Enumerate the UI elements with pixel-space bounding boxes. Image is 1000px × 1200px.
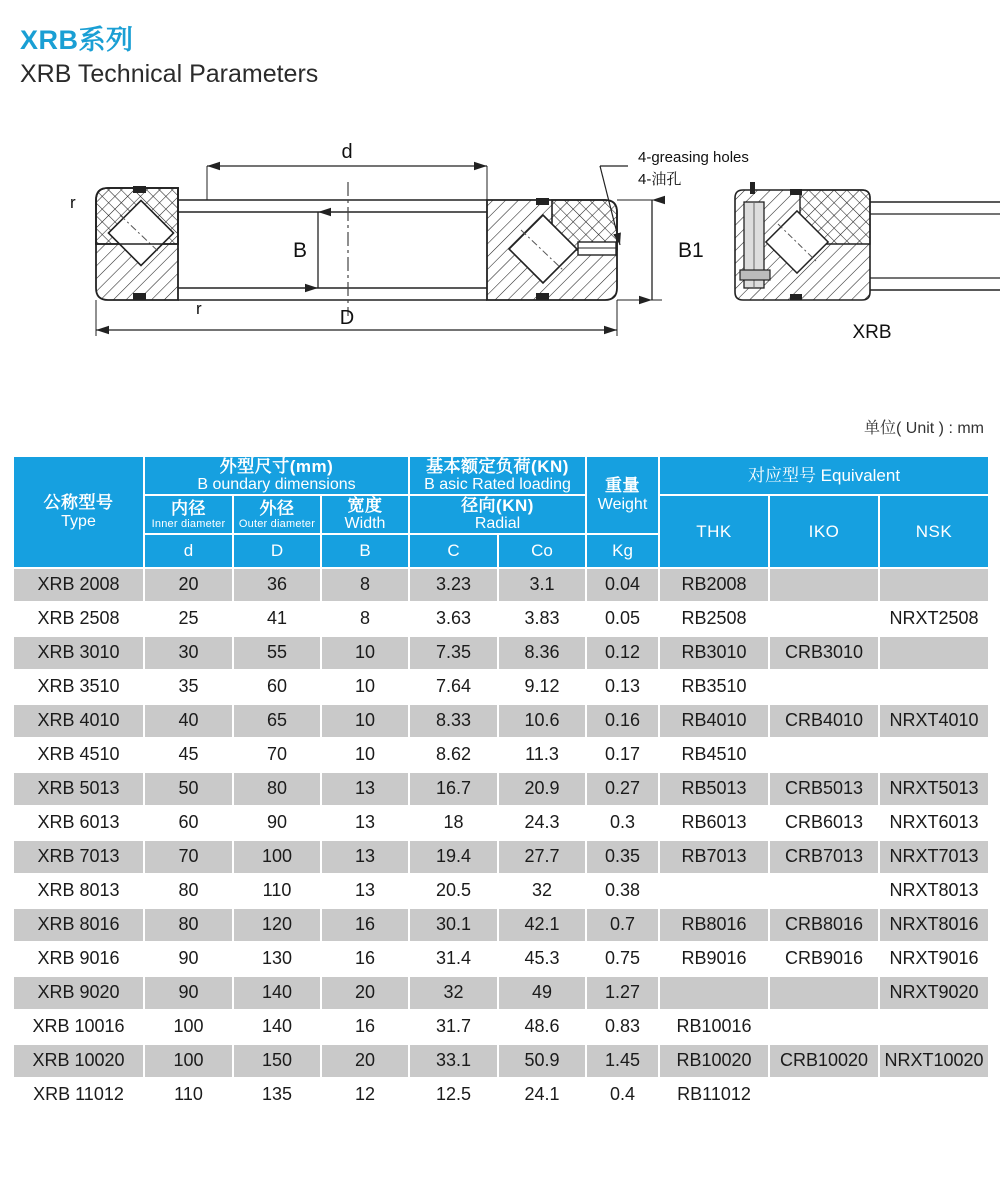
cell-Co: 20.9 bbox=[499, 773, 585, 805]
cell-nsk bbox=[880, 671, 988, 703]
cell-C: 33.1 bbox=[410, 1045, 497, 1077]
cell-nsk bbox=[880, 569, 988, 601]
cell-d: 30 bbox=[145, 637, 232, 669]
cell-Co: 24.1 bbox=[499, 1079, 585, 1111]
table-row bbox=[14, 671, 988, 703]
table-row bbox=[14, 1045, 988, 1077]
cell-C: 20.5 bbox=[410, 875, 497, 907]
cell-B: 16 bbox=[322, 1011, 408, 1043]
cell-D: 70 bbox=[234, 739, 320, 771]
cell-iko bbox=[770, 603, 878, 635]
cell-B: 12 bbox=[322, 1079, 408, 1111]
ring-middle-body bbox=[178, 200, 487, 300]
cell-C: 3.63 bbox=[410, 603, 497, 635]
cell-type: XRB 10020 bbox=[14, 1045, 143, 1077]
cell-Co: 42.1 bbox=[499, 909, 585, 941]
table-row bbox=[14, 807, 988, 839]
cell-C: 32 bbox=[410, 977, 497, 1009]
cell-Kg: 0.7 bbox=[587, 909, 658, 941]
table-row bbox=[14, 637, 988, 669]
cell-C: 18 bbox=[410, 807, 497, 839]
drawing-svg bbox=[0, 120, 1000, 400]
cell-thk: RB3010 bbox=[660, 637, 768, 669]
header-boundary-en: B oundary dimensions bbox=[197, 476, 356, 494]
header-width-en: Width bbox=[344, 514, 386, 532]
cell-type: XRB 5013 bbox=[14, 773, 143, 805]
cell-Kg: 0.27 bbox=[587, 773, 658, 805]
cell-Co: 27.7 bbox=[499, 841, 585, 873]
cell-iko: CRB7013 bbox=[770, 841, 878, 873]
dimension-D bbox=[96, 300, 617, 336]
cell-iko bbox=[770, 569, 878, 601]
cell-iko: CRB5013 bbox=[770, 773, 878, 805]
cell-nsk: NRXT2508 bbox=[880, 603, 988, 635]
cell-C: 16.7 bbox=[410, 773, 497, 805]
cell-d: 100 bbox=[145, 1011, 232, 1043]
cell-C: 12.5 bbox=[410, 1079, 497, 1111]
cell-Kg: 1.45 bbox=[587, 1045, 658, 1077]
cell-D: 90 bbox=[234, 807, 320, 839]
cell-Co: 24.3 bbox=[499, 807, 585, 839]
cell-Co: 8.36 bbox=[499, 637, 585, 669]
header-loading-cn: 基本额定负荷(KN) bbox=[426, 457, 569, 476]
cell-d: 40 bbox=[145, 705, 232, 737]
cell-C: 7.64 bbox=[410, 671, 497, 703]
cell-C: 8.33 bbox=[410, 705, 497, 737]
header-type bbox=[14, 457, 143, 567]
cell-iko bbox=[770, 977, 878, 1009]
dimension-label-r-bottom: r bbox=[196, 299, 202, 318]
cell-d: 25 bbox=[145, 603, 232, 635]
header-inner-diameter bbox=[145, 496, 232, 533]
cell-Co: 48.6 bbox=[499, 1011, 585, 1043]
cell-iko: CRB3010 bbox=[770, 637, 878, 669]
cell-C: 3.23 bbox=[410, 569, 497, 601]
header-symbol-d: d bbox=[145, 535, 232, 567]
cell-B: 13 bbox=[322, 773, 408, 805]
cell-nsk bbox=[880, 637, 988, 669]
cell-iko bbox=[770, 875, 878, 907]
cell-D: 60 bbox=[234, 671, 320, 703]
cell-nsk: NRXT6013 bbox=[880, 807, 988, 839]
cell-B: 10 bbox=[322, 739, 408, 771]
cell-C: 31.7 bbox=[410, 1011, 497, 1043]
bearing-technical-drawing bbox=[0, 120, 1000, 400]
dimension-B bbox=[293, 212, 318, 288]
cell-B: 13 bbox=[322, 807, 408, 839]
cell-type: XRB 3010 bbox=[14, 637, 143, 669]
cell-nsk: NRXT4010 bbox=[880, 705, 988, 737]
cell-D: 100 bbox=[234, 841, 320, 873]
header-symbol-C: C bbox=[410, 535, 497, 567]
dimension-label-B1: B1 bbox=[678, 239, 704, 262]
cell-B: 20 bbox=[322, 1045, 408, 1077]
header-brand-nsk: NSK bbox=[880, 496, 988, 567]
header-outer-cn: 外径 bbox=[259, 498, 295, 518]
cell-B: 10 bbox=[322, 637, 408, 669]
cell-iko bbox=[770, 1079, 878, 1111]
cell-B: 8 bbox=[322, 569, 408, 601]
cell-d: 35 bbox=[145, 671, 232, 703]
cell-type: XRB 10016 bbox=[14, 1011, 143, 1043]
cell-B: 10 bbox=[322, 705, 408, 737]
cell-thk: RB2508 bbox=[660, 603, 768, 635]
header-row-sub bbox=[14, 496, 988, 533]
cell-Kg: 0.4 bbox=[587, 1079, 658, 1111]
header-radial-cn: 径向(KN) bbox=[461, 495, 534, 515]
cell-iko: CRB6013 bbox=[770, 807, 878, 839]
parameters-table bbox=[12, 455, 990, 1113]
cell-Kg: 0.13 bbox=[587, 671, 658, 703]
cell-thk bbox=[660, 977, 768, 1009]
cell-Co: 10.6 bbox=[499, 705, 585, 737]
greasing-holes-label-cn: 4-油孔 bbox=[638, 171, 682, 188]
cell-D: 135 bbox=[234, 1079, 320, 1111]
cell-B: 13 bbox=[322, 875, 408, 907]
cell-d: 80 bbox=[145, 875, 232, 907]
dimension-label-D: D bbox=[339, 307, 355, 329]
header-type-en: Type bbox=[61, 512, 96, 530]
header-type-cn: 公称型号 bbox=[43, 493, 114, 513]
cell-iko: CRB8016 bbox=[770, 909, 878, 941]
cell-D: 130 bbox=[234, 943, 320, 975]
cell-d: 70 bbox=[145, 841, 232, 873]
header-weight-en: Weight bbox=[597, 495, 648, 513]
table-head bbox=[14, 457, 988, 567]
header-inner-en: Inner diameter bbox=[151, 517, 226, 530]
header-rated-loading bbox=[410, 457, 585, 494]
cell-type: XRB 9020 bbox=[14, 977, 143, 1009]
cell-Co: 3.1 bbox=[499, 569, 585, 601]
header-brand-iko: IKO bbox=[770, 496, 878, 567]
cell-type: XRB 7013 bbox=[14, 841, 143, 873]
cell-thk: RB8016 bbox=[660, 909, 768, 941]
cell-nsk: NRXT7013 bbox=[880, 841, 988, 873]
cell-C: 31.4 bbox=[410, 943, 497, 975]
table-row bbox=[14, 1079, 988, 1111]
cell-D: 140 bbox=[234, 977, 320, 1009]
cell-Kg: 0.04 bbox=[587, 569, 658, 601]
cell-thk: RB2008 bbox=[660, 569, 768, 601]
cell-D: 140 bbox=[234, 1011, 320, 1043]
cell-d: 80 bbox=[145, 909, 232, 941]
cell-thk: RB4010 bbox=[660, 705, 768, 737]
cell-Kg: 0.83 bbox=[587, 1011, 658, 1043]
parameters-table-wrap bbox=[12, 455, 988, 1113]
cell-nsk bbox=[880, 1079, 988, 1111]
cell-D: 110 bbox=[234, 875, 320, 907]
cell-type: XRB 4010 bbox=[14, 705, 143, 737]
cell-nsk: NRXT8016 bbox=[880, 909, 988, 941]
cell-type: XRB 8016 bbox=[14, 909, 143, 941]
table-row bbox=[14, 875, 988, 907]
table-row bbox=[14, 705, 988, 737]
cell-d: 110 bbox=[145, 1079, 232, 1111]
cell-B: 20 bbox=[322, 977, 408, 1009]
right-bearing-body bbox=[487, 198, 617, 300]
header-width-cn: 宽度 bbox=[347, 495, 383, 515]
cell-Kg: 0.05 bbox=[587, 603, 658, 635]
cell-d: 20 bbox=[145, 569, 232, 601]
header-weight-cn: 重量 bbox=[605, 476, 641, 496]
cell-thk: RB3510 bbox=[660, 671, 768, 703]
header-radial-en: Radial bbox=[474, 514, 521, 532]
header-outer-diameter bbox=[234, 496, 320, 533]
cell-Kg: 0.16 bbox=[587, 705, 658, 737]
cell-Kg: 0.17 bbox=[587, 739, 658, 771]
cell-iko bbox=[770, 1011, 878, 1043]
cell-D: 120 bbox=[234, 909, 320, 941]
cell-nsk bbox=[880, 739, 988, 771]
header-radial bbox=[410, 496, 585, 533]
cell-type: XRB 4510 bbox=[14, 739, 143, 771]
detail-view-caption: XRB bbox=[852, 322, 892, 343]
cell-type: XRB 9016 bbox=[14, 943, 143, 975]
cell-type: XRB 2508 bbox=[14, 603, 143, 635]
cell-d: 100 bbox=[145, 1045, 232, 1077]
cell-Kg: 0.12 bbox=[587, 637, 658, 669]
cell-D: 65 bbox=[234, 705, 320, 737]
cell-type: XRB 6013 bbox=[14, 807, 143, 839]
cell-Kg: 0.3 bbox=[587, 807, 658, 839]
table-body bbox=[14, 569, 988, 1111]
cell-Co: 32 bbox=[499, 875, 585, 907]
cell-thk: RB11012 bbox=[660, 1079, 768, 1111]
cell-B: 8 bbox=[322, 603, 408, 635]
cell-D: 41 bbox=[234, 603, 320, 635]
cell-D: 55 bbox=[234, 637, 320, 669]
header-boundary-dimensions bbox=[145, 457, 408, 494]
cell-Co: 45.3 bbox=[499, 943, 585, 975]
greasing-holes-label-en: 4-greasing holes bbox=[638, 149, 749, 166]
cell-nsk: NRXT8013 bbox=[880, 875, 988, 907]
cell-iko bbox=[770, 671, 878, 703]
cell-thk: RB10020 bbox=[660, 1045, 768, 1077]
cell-C: 8.62 bbox=[410, 739, 497, 771]
cell-D: 150 bbox=[234, 1045, 320, 1077]
cell-B: 16 bbox=[322, 909, 408, 941]
cell-nsk: NRXT9016 bbox=[880, 943, 988, 975]
cell-nsk bbox=[880, 1011, 988, 1043]
header-outer-en: Outer diameter bbox=[238, 517, 316, 530]
cell-Co: 49 bbox=[499, 977, 585, 1009]
table-row bbox=[14, 603, 988, 635]
cell-iko: CRB4010 bbox=[770, 705, 878, 737]
cell-Kg: 0.35 bbox=[587, 841, 658, 873]
dimension-d bbox=[207, 141, 487, 200]
table-row bbox=[14, 943, 988, 975]
cell-thk: RB9016 bbox=[660, 943, 768, 975]
header-brand-thk: THK bbox=[660, 496, 768, 567]
cell-Co: 3.83 bbox=[499, 603, 585, 635]
cell-B: 10 bbox=[322, 671, 408, 703]
cell-C: 19.4 bbox=[410, 841, 497, 873]
cell-Co: 9.12 bbox=[499, 671, 585, 703]
table-row bbox=[14, 569, 988, 601]
cell-d: 90 bbox=[145, 977, 232, 1009]
cell-Kg: 0.75 bbox=[587, 943, 658, 975]
cell-B: 13 bbox=[322, 841, 408, 873]
cell-d: 90 bbox=[145, 943, 232, 975]
cell-thk bbox=[660, 875, 768, 907]
table-row bbox=[14, 977, 988, 1009]
cell-Kg: 0.38 bbox=[587, 875, 658, 907]
header-boundary-cn: 外型尺寸(mm) bbox=[219, 457, 334, 476]
cell-thk: RB4510 bbox=[660, 739, 768, 771]
header-symbol-D: D bbox=[234, 535, 320, 567]
table-row bbox=[14, 773, 988, 805]
cell-d: 50 bbox=[145, 773, 232, 805]
cell-iko: CRB9016 bbox=[770, 943, 878, 975]
cell-type: XRB 3510 bbox=[14, 671, 143, 703]
cell-thk: RB5013 bbox=[660, 773, 768, 805]
cell-nsk: NRXT9020 bbox=[880, 977, 988, 1009]
dimension-label-B: B bbox=[292, 239, 308, 262]
cell-type: XRB 11012 bbox=[14, 1079, 143, 1111]
cell-iko: CRB10020 bbox=[770, 1045, 878, 1077]
cell-nsk: NRXT10020 bbox=[880, 1045, 988, 1077]
header-symbol-B: B bbox=[322, 535, 408, 567]
cell-Kg: 1.27 bbox=[587, 977, 658, 1009]
dimension-label-r-top: r bbox=[70, 193, 76, 212]
cell-B: 16 bbox=[322, 943, 408, 975]
header-width bbox=[322, 496, 408, 533]
page-title-cn: XRB系列 bbox=[20, 25, 134, 55]
header-weight bbox=[587, 457, 658, 533]
cell-Co: 50.9 bbox=[499, 1045, 585, 1077]
dimension-B1 bbox=[617, 200, 704, 300]
cell-thk: RB10016 bbox=[660, 1011, 768, 1043]
unit-note: 单位( Unit ) : mm bbox=[864, 420, 984, 437]
header-symbol-Kg: Kg bbox=[587, 535, 658, 567]
cell-thk: RB6013 bbox=[660, 807, 768, 839]
cell-d: 60 bbox=[145, 807, 232, 839]
table-row bbox=[14, 909, 988, 941]
cell-Co: 11.3 bbox=[499, 739, 585, 771]
page-title-en: XRB Technical Parameters bbox=[20, 60, 319, 88]
xrb-detail-view bbox=[735, 182, 1000, 300]
cell-type: XRB 2008 bbox=[14, 569, 143, 601]
header-equivalent: 对应型号 Equivalent bbox=[660, 457, 988, 494]
table-row bbox=[14, 1011, 988, 1043]
cell-iko bbox=[770, 739, 878, 771]
left-bearing-body bbox=[96, 186, 178, 300]
table-row bbox=[14, 739, 988, 771]
cell-D: 80 bbox=[234, 773, 320, 805]
cell-d: 45 bbox=[145, 739, 232, 771]
cell-D: 36 bbox=[234, 569, 320, 601]
dimension-label-d: d bbox=[341, 141, 353, 163]
header-inner-cn: 内径 bbox=[171, 498, 206, 518]
cell-thk: RB7013 bbox=[660, 841, 768, 873]
cell-type: XRB 8013 bbox=[14, 875, 143, 907]
header-loading-en: B asic Rated loading bbox=[424, 476, 571, 494]
table-row bbox=[14, 841, 988, 873]
cell-C: 7.35 bbox=[410, 637, 497, 669]
header-row-groups bbox=[14, 457, 988, 494]
cell-C: 30.1 bbox=[410, 909, 497, 941]
header-symbol-Co: Co bbox=[499, 535, 585, 567]
cell-nsk: NRXT5013 bbox=[880, 773, 988, 805]
